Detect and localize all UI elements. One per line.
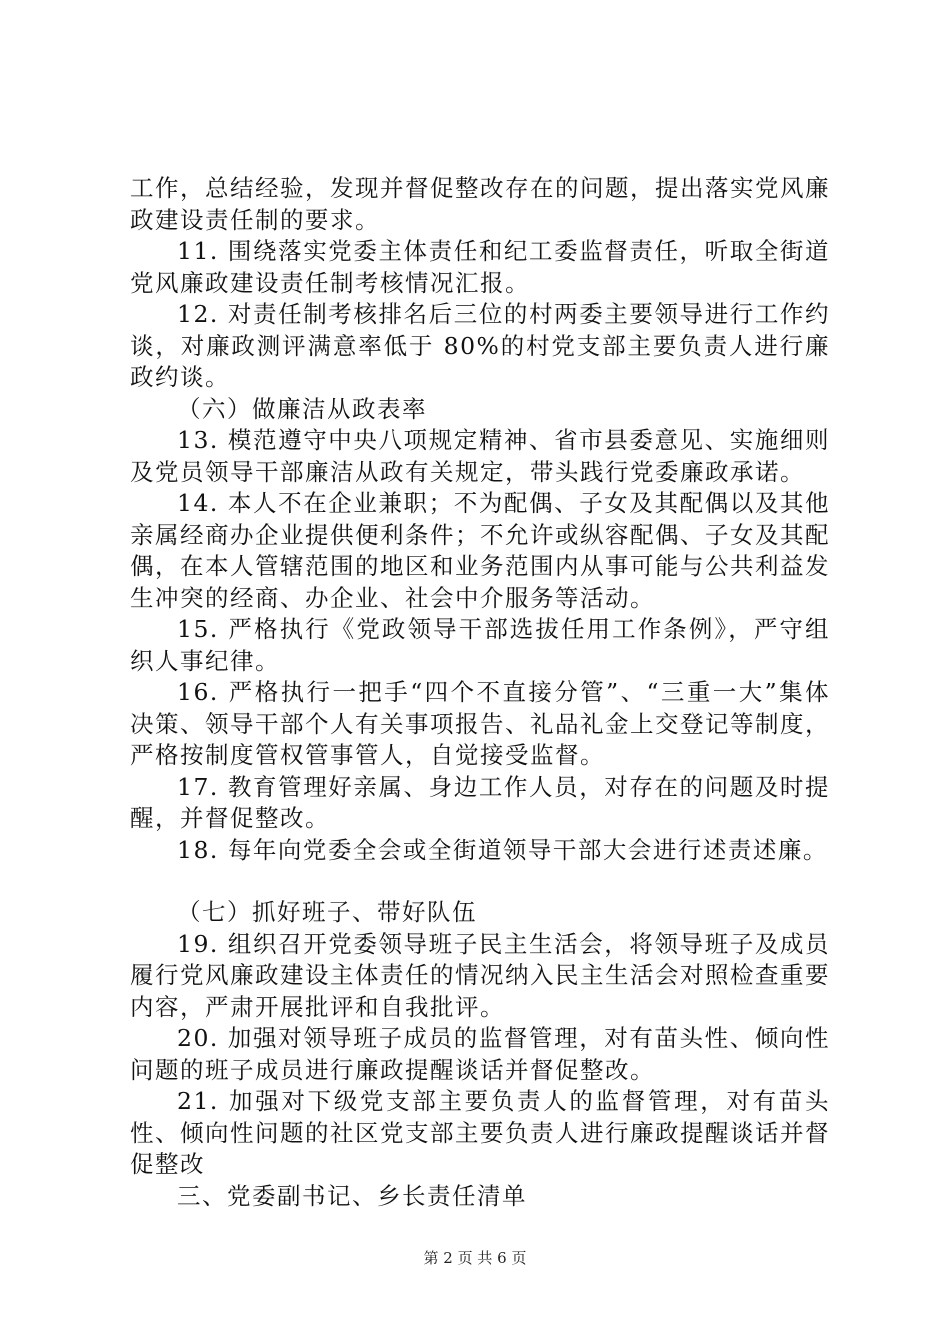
paragraph-item-16: 16. 严格执行一把手“四个不直接分管”、“三重一大”集体决策、领导干部个人有关事项报告、礼品礼金上交登记等制度，严格按制度管权管事管人，自觉接受监督。: [130, 678, 830, 769]
blank-line: [130, 866, 830, 897]
paragraph-item-21: 21. 加强对下级党支部主要负责人的监督管理，对有苗头性、倾向性问题的社区党支部主要负责人进行廉政提醒谈话并督促整改: [130, 1087, 830, 1178]
paragraph-item-19: 19. 组织召开党委领导班子民主生活会，将领导班子及成员履行党风廉政建设主体责任的情况纳入民主生活会对照检查重要内容，严肃开展批评和自我批评。: [130, 929, 830, 1021]
section-heading-7: （七）抓好班子、带好队伍: [177, 898, 477, 926]
page-footer: 第 2 页 共 6 页: [423, 1249, 527, 1267]
paragraph-item-18: 18. 每年向党委全会或全街道领导干部大会进行述责述廉。: [177, 835, 828, 864]
paragraph-item-14: 14. 本人不在企业兼职；不为配偶、子女及其配偶以及其他亲属经商办企业提供便利条件；不允许或纵容配偶、子女及其配偶，在本人管辖范围的地区和业务范围内从事可能与公共利益发生冲突的经商、办企业、社会中介服务等活动。: [130, 489, 830, 612]
paragraph-item-13: 13. 模范遵守中央八项规定精神、省市县委意见、实施细则及党员领导干部廉洁从政有关规定，带头践行党委廉政承诺。: [130, 426, 830, 486]
section-heading-3: 三、党委副书记、乡长责任清单: [177, 1181, 527, 1210]
paragraph-item-15: 15. 严格执行《党政领导干部选拔任用工作条例》，严守组织人事纪律。: [130, 615, 830, 675]
paragraph-item-17: 17. 教育管理好亲属、身边工作人员，对存在的问题及时提醒，并督促整改。: [130, 772, 830, 832]
paragraph-item-12: 12. 对责任制考核排名后三位的村两委主要领导进行工作约谈，对廉政测评满意率低于 80%的村党支部主要负责人进行廉政约谈。: [130, 300, 830, 391]
document-body: [130, 173, 830, 1212]
paragraph-item-11: 11. 围绕落实党委主体责任和纪工委监督责任，听取全街道党风廉政建设责任制考核情况汇报。: [130, 237, 830, 297]
section-heading-6: （六）做廉洁从政表率: [177, 394, 427, 423]
paragraph-item-20: 20. 加强对领导班子成员的监督管理，对有苗头性、倾向性问题的班子成员进行廉政提醒谈话并督促整改。: [130, 1024, 830, 1084]
paragraph-continuation: 工作，总结经验，发现并督促整改存在的问题，提出落实党风廉政建设责任制的要求。: [130, 174, 830, 234]
